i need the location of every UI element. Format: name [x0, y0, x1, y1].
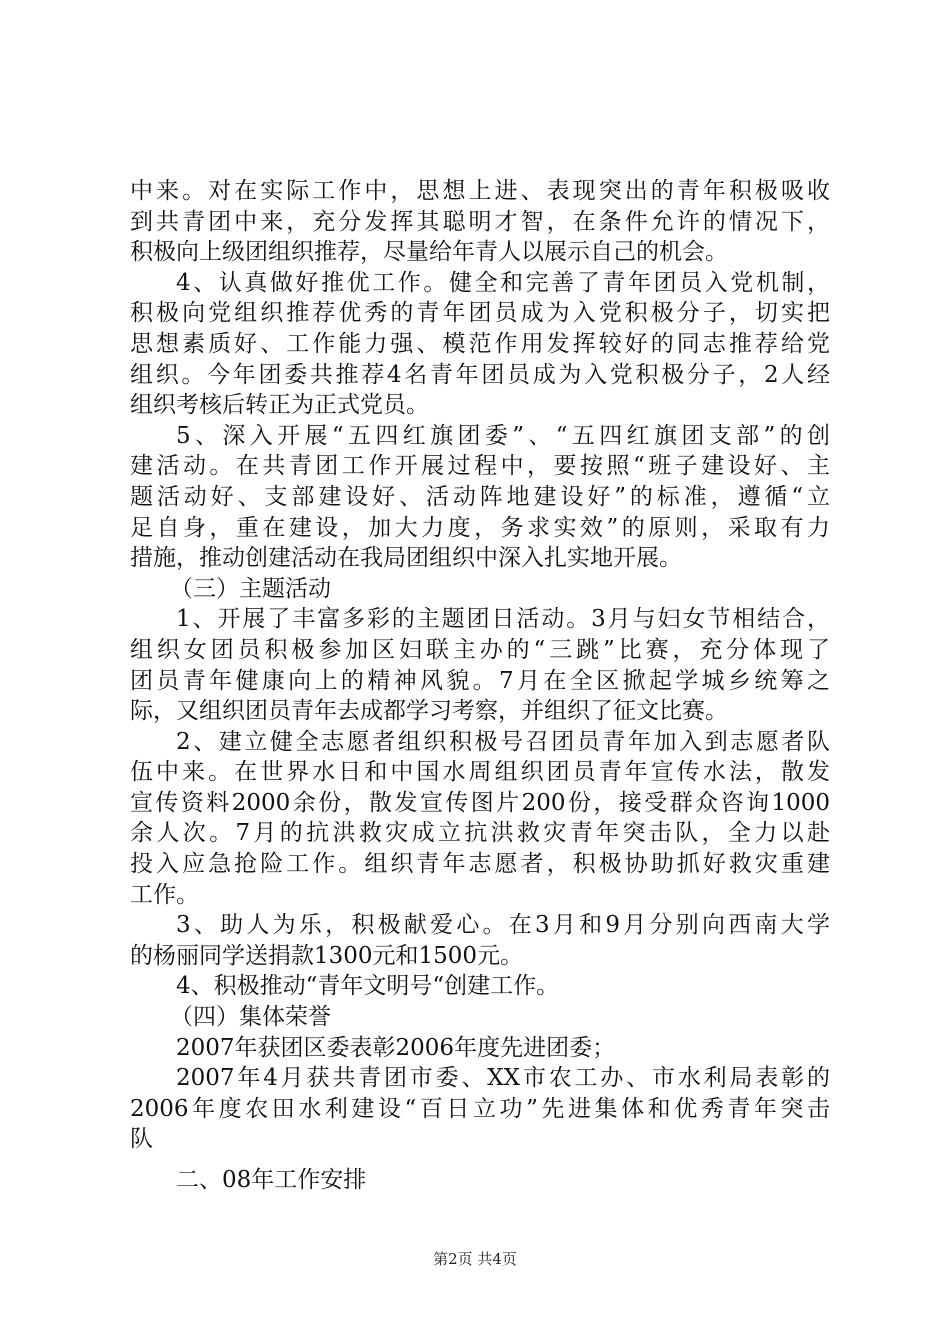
text-line: 措施，推动创建活动在我局团组织中深入扎实地开展。	[130, 545, 682, 572]
text-line: 队	[130, 1126, 153, 1153]
text-line: 2007年4月获共青团市委、XX市农工办、市水利局表彰的	[176, 1065, 830, 1092]
text-line: 1、开展了丰富多彩的主题团日活动。3月与妇女节相结合，	[176, 606, 830, 633]
text-line: 二、08年工作安排	[176, 1167, 367, 1193]
text-line: 足自身，重在建设，加大力度，务求实效”的原则，采取有力	[130, 514, 830, 541]
document-body	[130, 176, 830, 1196]
text-line: 工作。	[130, 881, 199, 908]
paragraph-gap	[130, 1155, 830, 1165]
text-line: 组织女团员积极参加区妇联主办的“三跳”比赛，充分体现了	[130, 636, 830, 663]
text-line: 2007年获团区委表彰2006年度先进团委；	[176, 1034, 616, 1061]
text-line: 思想素质好、工作能力强、模范作用发挥较好的同志推荐给党	[130, 330, 830, 357]
text-line: 组织考核后转正为正式党员。	[130, 392, 429, 419]
text-line: 积极向上级团组织推荐，尽量给年青人以展示自己的机会。	[130, 239, 728, 266]
text-line: 宣传资料2000余份，散发宣传图片200份，接受群众咨询1000	[130, 789, 830, 816]
text-line: 团员青年健康向上的精神风貌。7月在全区掀起学城乡统筹之	[130, 667, 830, 694]
text-line: 组织。今年团委共推荐4名青年团员成为入党积极分子，2人经	[130, 361, 830, 388]
text-line: （四）集体荣誉	[170, 1004, 331, 1031]
text-line: 到共青团中来，充分发挥其聪明才智，在条件允许的情况下，	[130, 208, 830, 235]
text-line: 建活动。在共青团工作开展过程中，要按照“班子建设好、主	[130, 453, 830, 480]
text-line: 2006年度农田水利建设“百日立功”先进集体和优秀青年突击	[130, 1095, 830, 1122]
text-line: 的杨丽同学送捐款1300元和1500元。	[130, 942, 524, 969]
text-line: 2、建立健全志愿者组织积极号召团员青年加入到志愿者队	[176, 728, 830, 755]
page-footer: 第2页 共4页	[433, 1250, 517, 1268]
text-line: 3、助人为乐，积极献爱心。在3月和9月分别向西南大学	[176, 912, 830, 939]
text-line: 投入应急抢险工作。组织青年志愿者，积极协助抓好救灾重建	[130, 851, 830, 878]
text-line: 际，又组织团员青年去成都学习考察，并组织了征文比赛。	[130, 698, 728, 725]
text-line: 伍中来。在世界水日和中国水周组织团员青年宣传水法，散发	[130, 759, 830, 786]
text-line: 4、认真做好推优工作。健全和完善了青年团员入党机制，	[176, 269, 830, 296]
text-line: 4、积极推动“青年文明号“创建工作。	[176, 973, 560, 1000]
text-line: 余人次。7月的抗洪救灾成立抗洪救灾青年突击队，全力以赴	[130, 820, 830, 847]
text-line: 题活动好、支部建设好、活动阵地建设好”的标准，遵循“立	[130, 483, 830, 510]
text-line: （三）主题活动	[170, 575, 331, 602]
text-line: 5、深入开展“五四红旗团委”、“五四红旗团支部”的创	[176, 422, 830, 449]
text-line: 中来。对在实际工作中，思想上进、表现突出的青年积极吸收	[130, 178, 830, 204]
text-line: 积极向党组织推荐优秀的青年团员成为入党积极分子，切实把	[130, 300, 830, 327]
